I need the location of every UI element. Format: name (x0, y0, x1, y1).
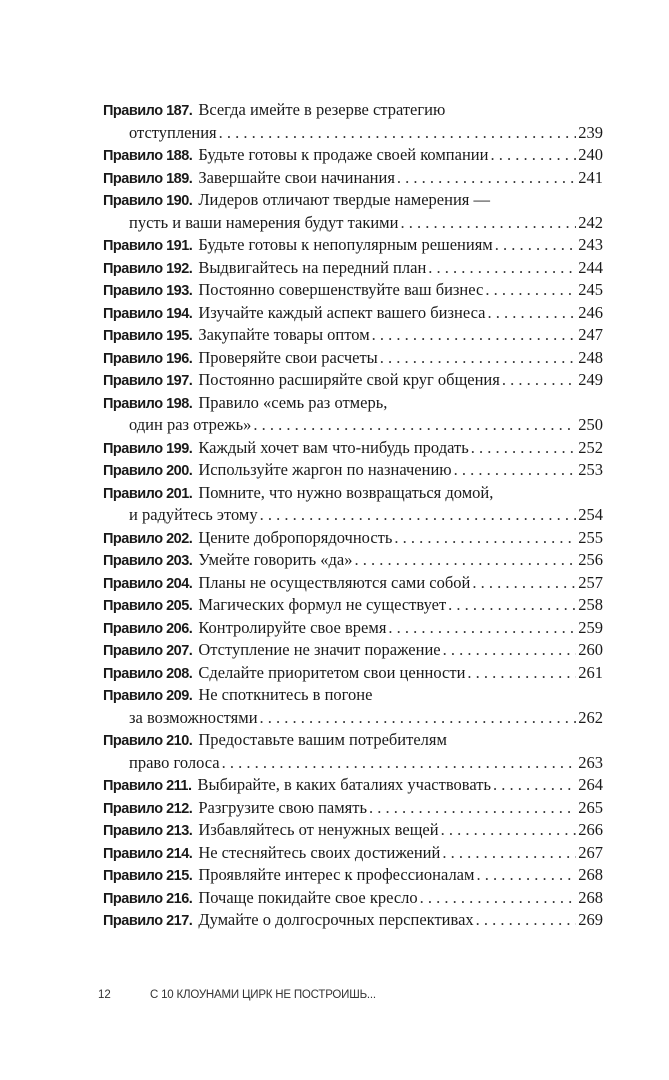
toc-entry (103, 99, 603, 144)
toc-entry (103, 774, 603, 797)
toc-line (103, 752, 603, 775)
toc-line (103, 527, 603, 550)
toc-entry-page: 261 (578, 662, 603, 682)
toc-entry-title: Будьте готовы к продаже своей компании (198, 145, 489, 164)
dot-leader (476, 864, 576, 887)
toc-entry (103, 144, 603, 167)
dot-leader (442, 842, 576, 865)
toc-entry-title: Правило «семь раз отмерь, (198, 392, 388, 412)
dot-leader (388, 617, 576, 640)
toc-line (103, 437, 603, 460)
toc-entry-title: Всегда имейте в резерве стратегию (198, 100, 446, 119)
toc-entry-title: Предоставьте вашим потребителям (198, 730, 447, 749)
toc-line (103, 167, 603, 190)
toc-entry (103, 572, 603, 595)
toc-entry-page: 239 (578, 122, 603, 142)
toc-line (103, 504, 603, 527)
toc-line (103, 279, 603, 302)
toc-entry (103, 684, 603, 729)
toc-entry-title: Разгрузите свою память (198, 797, 368, 817)
dot-leader (372, 324, 577, 347)
toc-entry-title: Сделайте приоритетом свои ценности (198, 662, 466, 682)
toc-entry-page: 246 (578, 302, 603, 322)
toc-entry-title: отступления (129, 122, 217, 142)
toc-entry-title: Завершайте свои начинания (198, 167, 395, 187)
toc-line (103, 909, 603, 932)
toc-line (103, 99, 603, 122)
toc-entry-label: Правило 201. (103, 485, 193, 502)
toc-entry-label: Правило 190. (103, 193, 193, 209)
toc-entry-title: Выдвигайтесь на передний план (198, 257, 427, 277)
dot-leader (454, 459, 577, 482)
running-head: С 10 КЛОУНАМИ ЦИРК НЕ ПОСТРОИШЬ... (150, 989, 376, 1001)
toc-line (103, 819, 603, 842)
toc-entry (103, 257, 603, 280)
toc-entry-title: Магических формул не существует (198, 595, 447, 614)
toc-entry (103, 369, 603, 392)
toc-entry-title: Помните, что нужно возвращаться домой, (198, 482, 494, 502)
toc-line (103, 459, 603, 482)
dot-leader (448, 594, 576, 617)
toc-entry (103, 279, 603, 302)
toc-entry-label: Правило 213. (103, 823, 193, 839)
toc-line (103, 369, 603, 392)
toc-entry-page: 254 (578, 505, 603, 524)
toc-entry-label: Правило 207. (103, 643, 193, 659)
toc-entry (103, 189, 603, 234)
toc-entry-title: Контролируйте свое время (198, 617, 387, 637)
toc-entry (103, 167, 603, 190)
toc-line (103, 257, 603, 280)
toc-entry-title: Избавляйтесь от ненужных вещей (198, 820, 439, 839)
dot-leader (495, 234, 576, 257)
toc-entry (103, 594, 603, 617)
toc-entry (103, 842, 603, 865)
toc-entry-page: 256 (578, 550, 603, 569)
toc-entry-page: 267 (578, 842, 603, 862)
toc-entry-title: Закупайте товары оптом (198, 325, 370, 344)
toc-entry-title: право голоса (129, 752, 220, 772)
toc-line (103, 797, 603, 820)
toc-entry-page: 257 (578, 572, 603, 592)
toc-entry-title: за возможностями (129, 707, 258, 727)
toc-line (103, 549, 603, 572)
dot-leader (471, 437, 577, 460)
toc-line (103, 639, 603, 662)
toc-line (103, 864, 603, 887)
toc-line (103, 842, 603, 865)
toc-entry-page: 268 (578, 887, 603, 907)
toc-entry-page: 247 (578, 325, 603, 344)
dot-leader (443, 639, 577, 662)
table-of-contents (103, 99, 603, 932)
toc-entry (103, 347, 603, 370)
dot-leader (428, 257, 576, 280)
toc-line (103, 347, 603, 370)
toc-entry-page: 250 (578, 415, 603, 434)
toc-entry-page: 245 (578, 280, 603, 299)
toc-entry (103, 864, 603, 887)
toc-entry-title: Умейте говорить «да» (198, 550, 353, 569)
toc-line (103, 482, 603, 505)
toc-entry-label: Правило 216. (103, 890, 193, 907)
dot-leader (260, 707, 577, 730)
toc-line (103, 414, 603, 437)
toc-entry-page: 240 (578, 145, 603, 164)
toc-entry-page: 242 (578, 212, 603, 232)
toc-entry-page: 268 (578, 865, 603, 884)
toc-entry-label: Правило 208. (103, 665, 193, 682)
dot-leader (355, 549, 577, 572)
dot-leader (219, 122, 577, 145)
toc-line (103, 302, 603, 325)
dot-leader (472, 572, 576, 595)
toc-entry-page: 266 (578, 820, 603, 839)
toc-entry-label: Правило 199. (103, 440, 193, 457)
toc-entry (103, 459, 603, 482)
toc-entry-page: 269 (578, 910, 603, 929)
toc-entry-title: и радуйтесь этому (129, 505, 258, 524)
toc-line (103, 144, 603, 167)
toc-entry (103, 639, 603, 662)
dot-leader (490, 144, 576, 167)
toc-entry-title: Планы не осуществляются сами собой (198, 572, 471, 592)
toc-entry-page: 241 (578, 167, 603, 187)
toc-line (103, 324, 603, 347)
toc-entry-label: Правило 209. (103, 688, 193, 704)
toc-entry-title: пусть и ваши намерения будут такими (129, 212, 399, 232)
dot-leader (253, 414, 576, 437)
toc-entry-page: 264 (578, 775, 603, 794)
toc-entry-label: Правило 200. (103, 463, 193, 479)
toc-entry-label: Правило 215. (103, 868, 193, 884)
dot-leader (467, 662, 576, 685)
toc-entry-page: 244 (578, 257, 603, 277)
toc-entry-label: Правило 204. (103, 575, 193, 592)
toc-entry-title: Используйте жаргон по назначению (198, 460, 452, 479)
toc-entry-title: Отступление не значит поражение (198, 640, 441, 659)
toc-line (103, 392, 603, 415)
toc-entry-page: 258 (578, 595, 603, 614)
toc-entry-label: Правило 198. (103, 395, 193, 412)
page-number: 12 (98, 989, 111, 1001)
toc-entry-label: Правило 217. (103, 913, 193, 929)
toc-entry-label: Правило 210. (103, 733, 193, 749)
toc-entry-title: Выбирайте, в каких баталиях участвовать (197, 775, 491, 794)
toc-line (103, 707, 603, 730)
toc-entry-page: 252 (578, 437, 603, 457)
toc-entry (103, 234, 603, 257)
toc-entry-title: Цените добропорядочность (198, 527, 393, 547)
toc-entry-page: 255 (578, 527, 603, 547)
dot-leader (441, 819, 577, 842)
toc-entry-page: 265 (578, 797, 603, 817)
toc-entry-label: Правило 197. (103, 373, 193, 389)
toc-entry-label: Правило 202. (103, 530, 193, 547)
toc-entry-label: Правило 189. (103, 170, 193, 187)
toc-entry-label: Правило 214. (103, 845, 193, 862)
toc-entry-page: 262 (578, 707, 603, 727)
toc-entry-label: Правило 192. (103, 260, 193, 277)
toc-entry-title: Проявляйте интерес к профессионалам (198, 865, 475, 884)
toc-entry-label: Правило 188. (103, 148, 193, 164)
dot-leader (260, 504, 577, 527)
toc-entry-page: 249 (578, 370, 603, 389)
toc-line (103, 594, 603, 617)
toc-entry (103, 527, 603, 550)
toc-entry (103, 302, 603, 325)
toc-entry-label: Правило 206. (103, 620, 193, 637)
toc-entry-title: Лидеров отличают твердые намерения — (198, 190, 490, 209)
dot-leader (485, 279, 576, 302)
dot-leader (222, 752, 577, 775)
toc-line (103, 729, 603, 752)
toc-entry (103, 819, 603, 842)
toc-entry (103, 662, 603, 685)
toc-entry (103, 797, 603, 820)
toc-entry (103, 324, 603, 347)
toc-line (103, 212, 603, 235)
toc-line (103, 662, 603, 685)
toc-entry-title: Не стесняйтесь своих достижений (198, 842, 441, 862)
dot-leader (397, 167, 576, 190)
dot-leader (502, 369, 576, 392)
toc-entry-label: Правило 194. (103, 305, 193, 322)
toc-entry-title: Проверяйте свои расчеты (198, 347, 378, 367)
toc-entry (103, 909, 603, 932)
toc-entry-title: Будьте готовы к непопулярным решениям (198, 235, 493, 254)
toc-entry-page: 243 (578, 235, 603, 254)
toc-entry-title: один раз отрежь» (129, 415, 252, 434)
toc-line (103, 617, 603, 640)
toc-entry-label: Правило 205. (103, 598, 193, 614)
toc-entry-label: Правило 187. (103, 103, 193, 119)
dot-leader (420, 887, 577, 910)
dot-leader (487, 302, 576, 325)
dot-leader (369, 797, 576, 820)
toc-entry-page: 253 (578, 460, 603, 479)
dot-leader (476, 909, 577, 932)
toc-entry-title: Думайте о долгосрочных перспективах (198, 910, 474, 929)
toc-line (103, 774, 603, 797)
toc-line (103, 234, 603, 257)
toc-line (103, 122, 603, 145)
toc-entry (103, 392, 603, 437)
toc-line (103, 887, 603, 910)
toc-entry-page: 260 (578, 640, 603, 659)
toc-entry-page: 263 (578, 752, 603, 772)
toc-entry (103, 482, 603, 527)
toc-entry (103, 617, 603, 640)
toc-entry-label: Правило 195. (103, 328, 193, 344)
toc-entry (103, 887, 603, 910)
toc-entry (103, 729, 603, 774)
toc-entry-label: Правило 196. (103, 350, 193, 367)
dot-leader (394, 527, 576, 550)
toc-entry-page: 259 (578, 617, 603, 637)
toc-entry (103, 437, 603, 460)
toc-entry-title: Не споткнитесь в погоне (198, 685, 373, 704)
toc-line (103, 572, 603, 595)
toc-entry-label: Правило 211. (103, 778, 192, 794)
toc-entry-label: Правило 203. (103, 553, 193, 569)
dot-leader (400, 212, 576, 235)
toc-entry-label: Правило 191. (103, 238, 193, 254)
dot-leader (380, 347, 576, 370)
toc-entry (103, 549, 603, 572)
toc-entry-page: 248 (578, 347, 603, 367)
toc-line (103, 684, 603, 707)
toc-entry-title: Постоянно совершенствуйте ваш бизнес (198, 280, 484, 299)
toc-entry-title: Каждый хочет вам что-нибудь продать (198, 437, 469, 457)
dot-leader (493, 774, 576, 797)
toc-entry-title: Почаще покидайте свое кресло (198, 887, 418, 907)
toc-entry-title: Изучайте каждый аспект вашего бизнеса (198, 302, 486, 322)
toc-entry-label: Правило 193. (103, 283, 193, 299)
toc-entry-title: Постоянно расширяйте свой круг общения (198, 370, 500, 389)
toc-entry-label: Правило 212. (103, 800, 193, 817)
toc-line (103, 189, 603, 212)
